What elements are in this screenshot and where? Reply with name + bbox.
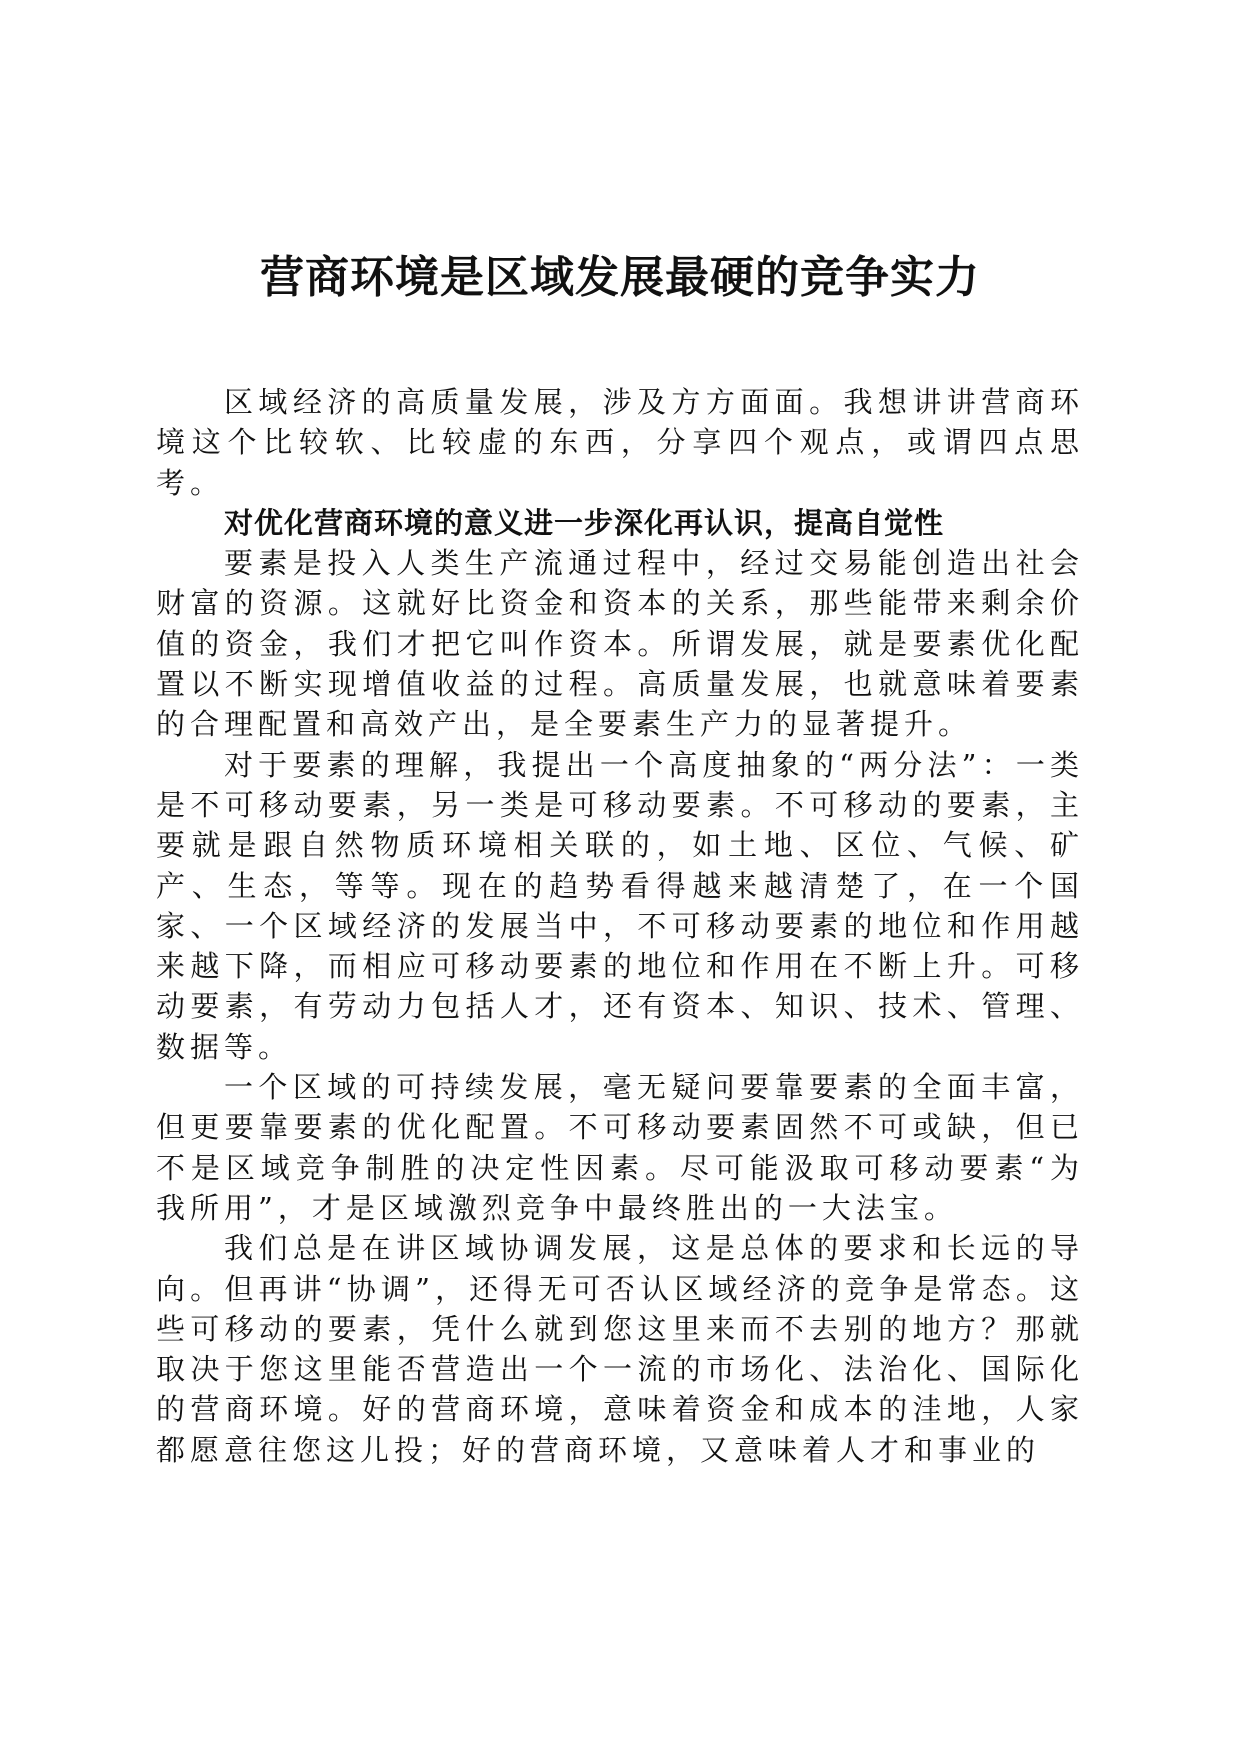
section-heading: 对优化营商环境的意义进一步深化再认识，提高自觉性: [224, 505, 945, 540]
document-title: 营商环境是区域发展最硬的竞争实力: [260, 252, 980, 303]
paragraph-factors: 要素是投入人类生产流通过程中，经过交易能创造出社会财富的资源。这就好比资金和资本的关系，那些能带来剩余价值的资金，我们才把它叫作资本。所谓发展，就是要素优化配置以不断实现增值收益的过程。高质量发展，也就意味着要素的合理配置和高效产出，是全要素生产力的显著提升。: [156, 546, 1084, 742]
paragraph-sustainable-development: 一个区域的可持续发展，毫无疑问要靠要素的全面丰富，但更要靠要素的优化配置。不可移动要素固然不可或缺，但已不是区域竞争制胜的决定性因素。尽可能汲取可移动要素“为我所用”，才是区域激烈竞争中最终胜出的一大法宝。: [156, 1070, 1084, 1225]
document-body: [156, 382, 1084, 1470]
paragraph-regional-competition: 我们总是在讲区域协调发展，这是总体的要求和长远的导向。但再讲“协调”，还得无可否认区域经济的竞争是常态。这些可移动的要素，凭什么就到您这里来而不去别的地方？那就取决于您这里能否营造出一个一流的市场化、法治化、国际化的营商环境。好的营商环境，意味着资金和成本的洼地，人家都愿意往您这儿投；好的营商环境，又意味着人才和事业的: [156, 1231, 1084, 1467]
paragraph-two-categories: 对于要素的理解，我提出一个高度抽象的“两分法”：一类是不可移动要素，另一类是可移动要素。不可移动的要素，主要就是跟自然物质环境相关联的，如土地、区位、气候、矿产、生态，等等。现在的趋势看得越来越清楚了，在一个国家、一个区域经济的发展当中，不可移动要素的地位和作用越来越下降，而相应可移动要素的地位和作用在不断上升。可移动要素，有劳动力包括人才，还有资本、知识、技术、管理、数据等。: [156, 747, 1084, 1064]
paragraph-intro: 区域经济的高质量发展，涉及方方面面。我想讲讲营商环境这个比较软、比较虚的东西，分享四个观点，或谓四点思考。: [156, 385, 1084, 500]
